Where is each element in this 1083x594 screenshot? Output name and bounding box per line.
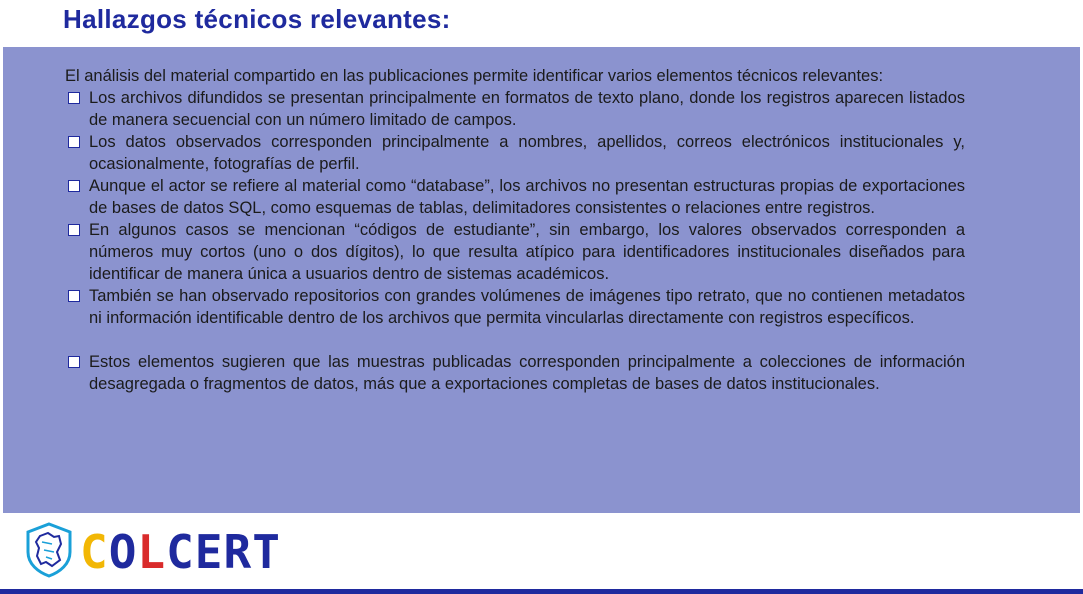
checkbox-bullet-icon bbox=[68, 92, 80, 104]
colcert-logo bbox=[80, 525, 281, 579]
finding-item-1 bbox=[65, 87, 965, 131]
intro-paragraph: El análisis del material compartido en las publicaciones permite identificar varios elementos técnicos relevantes: bbox=[65, 67, 884, 85]
bottom-divider bbox=[0, 589, 1083, 594]
checkbox-bullet-icon bbox=[68, 136, 80, 148]
logo-letter-c: C bbox=[80, 525, 109, 579]
finding-text: Los archivos difundidos se presentan principalmente en formatos de texto plano, donde los registros aparecen listados de manera secuencial con un número limitado de campos. bbox=[89, 89, 965, 129]
finding-text: En algunos casos se mencionan “códigos de estudiante”, sin embargo, los valores observados corresponden a números muy cortos (uno o dos dígitos), lo que resulta atípico para identificadores institucionales diseñados para identificar de manera única a usuarios dentro de sistemas académicos. bbox=[89, 221, 965, 283]
checkbox-bullet-icon bbox=[68, 224, 80, 236]
findings-content bbox=[65, 65, 965, 395]
finding-text: Los datos observados corresponden principalmente a nombres, apellidos, correos electrónicos institucionales y, ocasionalmente, fotografías de perfil. bbox=[89, 133, 965, 173]
finding-item-4 bbox=[65, 219, 965, 285]
checkbox-bullet-icon bbox=[68, 290, 80, 302]
checkbox-bullet-icon bbox=[68, 356, 80, 368]
finding-text: Aunque el actor se refiere al material como “database”, los archivos no presentan estructuras propias de exportaciones de bases de datos SQL, como esquemas de tablas, delimitadores consistentes o relaciones entre registros. bbox=[89, 177, 965, 217]
logo-text-cert: CERT bbox=[166, 525, 281, 579]
page-title: Hallazgos técnicos relevantes: bbox=[63, 4, 451, 34]
logo-letter-o: O bbox=[108, 525, 138, 579]
finding-item-5 bbox=[65, 285, 965, 329]
logo-text-l: L bbox=[137, 525, 167, 579]
findings-list bbox=[65, 87, 965, 329]
conclusion-item bbox=[65, 351, 965, 395]
finding-text: También se han observado repositorios con grandes volúmenes de imágenes tipo retrato, que no contienen metadatos ni información identificable dentro de los archivos que permita vincularlas directamente con registros específicos. bbox=[89, 287, 965, 327]
checkbox-bullet-icon bbox=[68, 180, 80, 192]
finding-item-3 bbox=[65, 175, 965, 219]
conclusion-text: Estos elementos sugieren que las muestras publicadas corresponden principalmente a colecciones de información desagregada o fragmentos de datos, más que a exportaciones completas de bases de datos institucionales. bbox=[89, 353, 965, 393]
finding-item-2 bbox=[65, 131, 965, 175]
colombia-map-shield-icon bbox=[24, 522, 74, 583]
footer bbox=[0, 513, 1083, 594]
findings-panel bbox=[3, 47, 1080, 513]
logo-text-co bbox=[80, 525, 137, 579]
conclusion-list bbox=[65, 351, 965, 395]
